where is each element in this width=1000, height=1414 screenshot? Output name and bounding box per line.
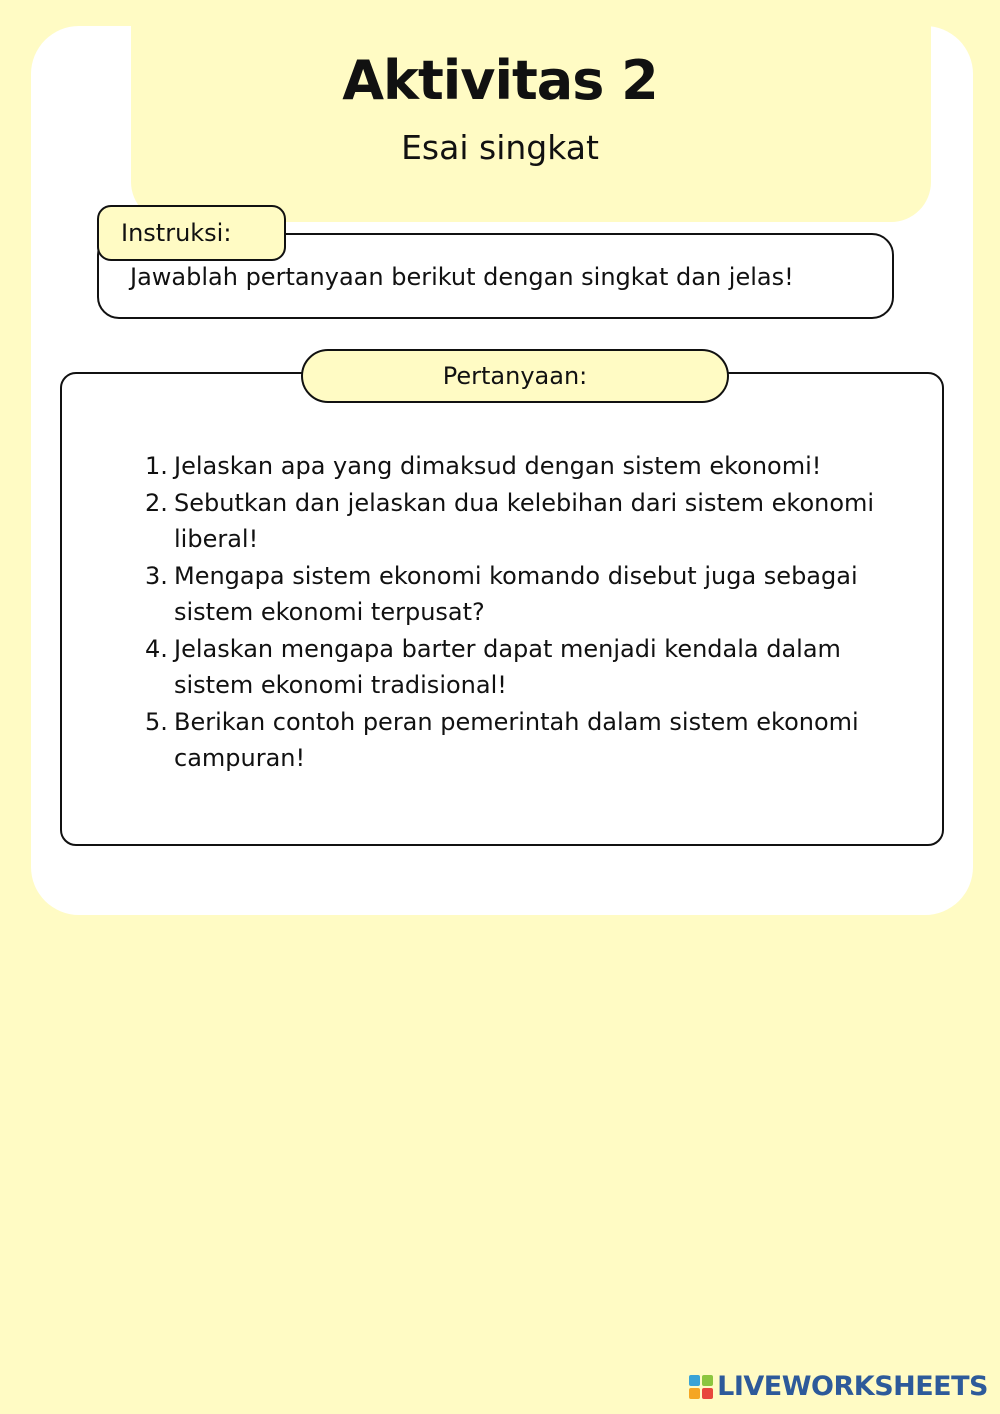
logo-square	[689, 1388, 700, 1399]
logo-square	[702, 1388, 713, 1399]
question-text: Jelaskan mengapa barter dapat menjadi kendala dalam sistem ekonomi tradisional!	[174, 634, 841, 699]
question-number: 4.	[145, 634, 168, 663]
questions-label: Pertanyaan:	[301, 349, 729, 403]
question-number: 1.	[145, 452, 168, 480]
question-number: 3.	[145, 561, 168, 590]
liveworksheets-logo[interactable]	[689, 1371, 988, 1402]
question-number: 2.	[145, 488, 168, 517]
logo-square	[689, 1375, 700, 1386]
instructions-text: Jawablah pertanyaan berikut dengan singkat dan jelas!	[130, 263, 794, 291]
question-text: Berikan contoh peran pemerintah dalam sistem ekonomi campuran!	[174, 707, 859, 772]
question-text: Mengapa sistem ekonomi komando disebut juga sebagai sistem ekonomi terpusat?	[174, 561, 858, 626]
logo-square	[702, 1375, 713, 1386]
question-text: Jelaskan apa yang dimaksud dengan sistem ekonomi!	[174, 452, 822, 480]
page-title: Aktivitas 2	[342, 49, 658, 112]
liveworksheets-brand-text: LIVEWORKSHEETS	[717, 1371, 988, 1402]
instructions-label: Instruksi:	[97, 205, 286, 261]
questions-list	[145, 448, 925, 777]
page-subtitle: Esai singkat	[401, 128, 599, 167]
question-item	[145, 485, 925, 558]
question-item	[145, 631, 925, 704]
question-number: 5.	[145, 707, 168, 736]
question-item	[145, 704, 925, 777]
question-item	[145, 558, 925, 631]
question-item	[145, 448, 925, 485]
question-text: Sebutkan dan jelaskan dua kelebihan dari sistem ekonomi liberal!	[174, 488, 875, 553]
liveworksheets-logo-icon	[689, 1375, 713, 1399]
